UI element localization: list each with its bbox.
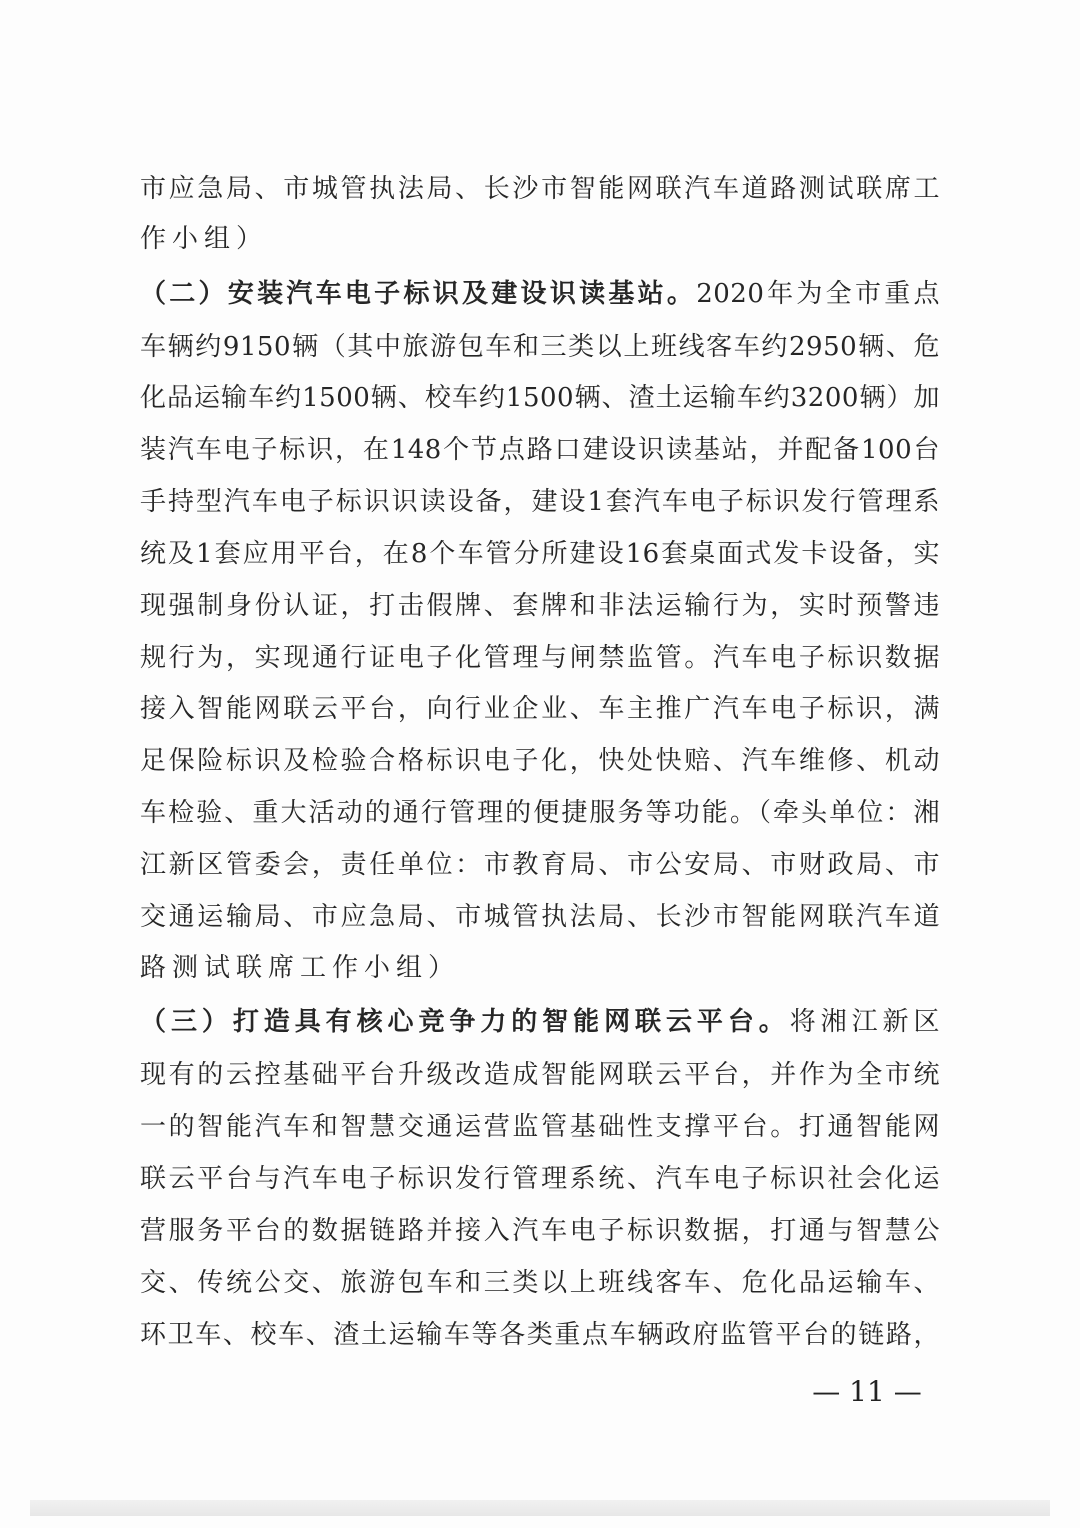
- text-line: 江新区管委会，责任单位：市教育局、市公安局、市财政局、市: [140, 850, 940, 880]
- text-line: 规行为，实现通行证电子化管理与闸禁监管。汽车电子标识数据: [140, 643, 940, 673]
- text-line: 接入智能网联云平台，向行业企业、车主推广汽车电子标识，满: [140, 694, 940, 724]
- text-line: 车辆约9150辆（其中旅游包车和三类以上班线客车约2950辆、危: [140, 332, 940, 362]
- text-line: 车检验、重大活动的通行管理的便捷服务等功能。（牵头单位：湘: [140, 798, 940, 828]
- section-3-line: [140, 1002, 940, 1042]
- text-line: 手持型汽车电子标识识读设备，建设1套汽车电子标识发行管理系: [140, 487, 940, 517]
- text-line: 营服务平台的数据链路并接入汽车电子标识数据，打通与智慧公: [140, 1216, 940, 1246]
- section-2-heading: （二）安装汽车电子标识及建设识读基站。: [140, 279, 697, 309]
- text-line: 足保险标识及检验合格标识电子化，快处快赔、汽车维修、机动: [140, 746, 940, 776]
- text-line: 现有的云控基础平台升级改造成智能网联云平台，并作为全市统: [140, 1060, 940, 1090]
- text-line: 作小组）: [140, 224, 269, 254]
- section-2-line: [140, 274, 940, 314]
- text-line: 交通运输局、市应急局、市城管执法局、长沙市智能网联汽车道: [140, 902, 940, 932]
- text-line: 联云平台与汽车电子标识发行管理系统、汽车电子标识社会化运: [140, 1164, 940, 1194]
- text-line: 一的智能汽车和智慧交通运营监管基础性支撑平台。打通智能网: [140, 1112, 940, 1142]
- section-3-heading: （三）打造具有核心竞争力的智能网联云平台。: [140, 1007, 790, 1037]
- section-3-lead-text: 将湘江新区: [789, 1007, 940, 1037]
- text-line: 环卫车、校车、渣土运输车等各类重点车辆政府监管平台的链路，: [140, 1320, 940, 1350]
- scan-bottom-edge: [30, 1500, 1050, 1516]
- text-line: 化品运输车约1500辆、校车约1500辆、渣土运输车约3200辆）加: [140, 383, 940, 413]
- text-line: 交、传统公交、旅游包车和三类以上班线客车、危化品运输车、: [140, 1268, 940, 1298]
- text-line: 路测试联席工作小组）: [140, 953, 461, 983]
- text-line: 市应急局、市城管执法局、长沙市智能网联汽车道路测试联席工: [140, 174, 940, 204]
- text-line: 装汽车电子标识，在148个节点路口建设识读基站，并配备100台: [140, 435, 940, 465]
- page-number: — 11 —: [812, 1375, 922, 1408]
- text-line: 现强制身份认证，打击假牌、套牌和非法运输行为，实时预警违: [140, 591, 940, 621]
- section-2-lead-text: 2020年为全市重点: [696, 279, 940, 309]
- text-line: 统及1套应用平台，在8个车管分所建设16套桌面式发卡设备，实: [140, 539, 940, 569]
